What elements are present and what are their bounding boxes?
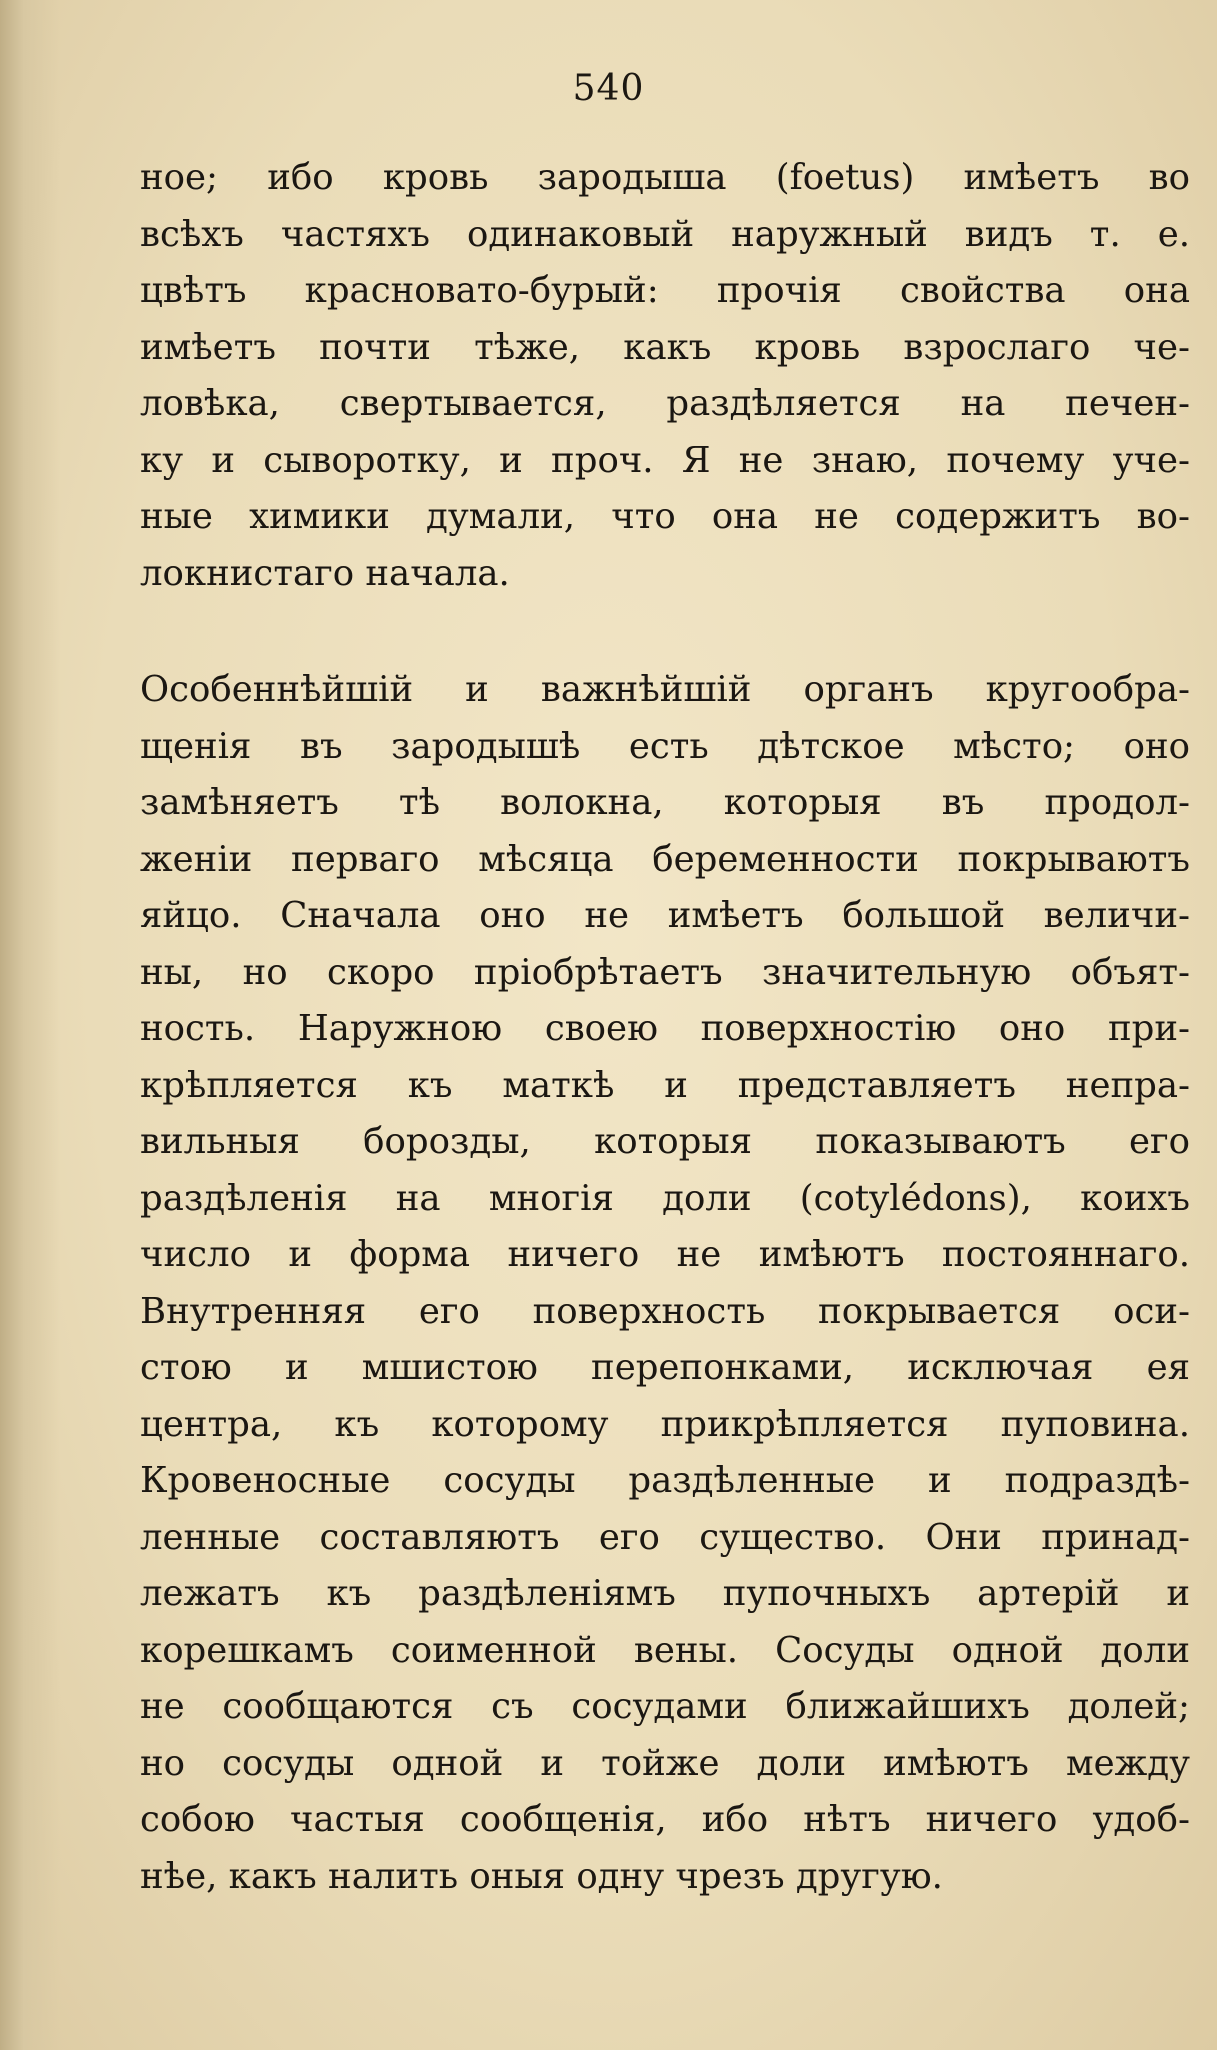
- text-line: стою и мшистою перепонками, исключая ея: [140, 1347, 1190, 1388]
- text-line: нѣе, какъ налить оныя одну чрезъ другую.: [140, 1855, 943, 1897]
- text-line: яйцо. Сначала оно не имѣетъ большой величи-: [140, 895, 1190, 936]
- paragraph-2: [140, 662, 1190, 1905]
- page-number: 540: [572, 68, 645, 109]
- text-line: локнистаго начала.: [140, 552, 510, 594]
- text-line: щенія въ зародышѣ есть дѣтское мѣсто; оно: [140, 725, 1190, 767]
- text-line: ность. Наружною своею поверхностію оно при-: [140, 1008, 1190, 1049]
- text-line: Кровеносные сосуды раздѣленные и подраздѣ-: [140, 1460, 1190, 1501]
- text-line: центра, къ которому прикрѣпляется пуповина.: [140, 1403, 1190, 1445]
- text-line: не сообщаются съ сосудами ближайшихъ долей;: [140, 1686, 1190, 1727]
- text-line: ку и сыворотку, и проч. Я не знаю, почему уче-: [140, 439, 1190, 481]
- text-line: имѣетъ почти тѣже, какъ кровь взрослаго че-: [140, 326, 1190, 368]
- text-line: всѣхъ частяхъ одинаковый наружный видъ т. е.: [140, 213, 1190, 255]
- text-line: вильныя борозды, которыя показываютъ его: [140, 1121, 1190, 1162]
- text-line: но сосуды одной и тойже доли имѣютъ между: [140, 1742, 1190, 1784]
- text-line: замѣняетъ тѣ волокна, которыя въ продол-: [140, 782, 1190, 823]
- text-line: ны, но скоро пріобрѣтаетъ значительную объят-: [140, 951, 1190, 993]
- text-line: корешкамъ соименной вены. Сосуды одной доли: [140, 1629, 1190, 1671]
- text-line: ловѣка, свертывается, раздѣляется на печен-: [140, 383, 1190, 424]
- text-line: раздѣленія на многія доли (cotylédons), коихъ: [140, 1177, 1190, 1219]
- text-line: Внутренняя его поверхность покрывается оси-: [140, 1290, 1190, 1332]
- text-line: ное; ибо кровь зародыша (foetus) имѣетъ во: [140, 157, 1190, 198]
- text-line: женіи перваго мѣсяца беременности покрываютъ: [140, 838, 1190, 880]
- text-line: крѣпляется къ маткѣ и представляетъ непра-: [140, 1064, 1190, 1106]
- text-line: Особеннѣйшій и важнѣйшій органъ кругообра-: [140, 669, 1190, 710]
- paragraph-1: [140, 150, 1190, 602]
- page-gutter-shadow: [0, 0, 60, 2050]
- text-line: лежатъ къ раздѣленіямъ пупочныхъ артерій и: [140, 1573, 1190, 1614]
- text-line: число и форма ничего не имѣютъ постояннаго.: [140, 1234, 1190, 1275]
- text-line: ные химики думали, что она не содержитъ во-: [140, 496, 1190, 537]
- text-line: цвѣтъ красновато-бурый: прочія свойства она: [140, 270, 1190, 311]
- text-line: ленные составляютъ его существо. Они принад-: [140, 1516, 1190, 1558]
- text-line: собою частыя сообщенія, ибо нѣтъ ничего удоб-: [140, 1799, 1190, 1840]
